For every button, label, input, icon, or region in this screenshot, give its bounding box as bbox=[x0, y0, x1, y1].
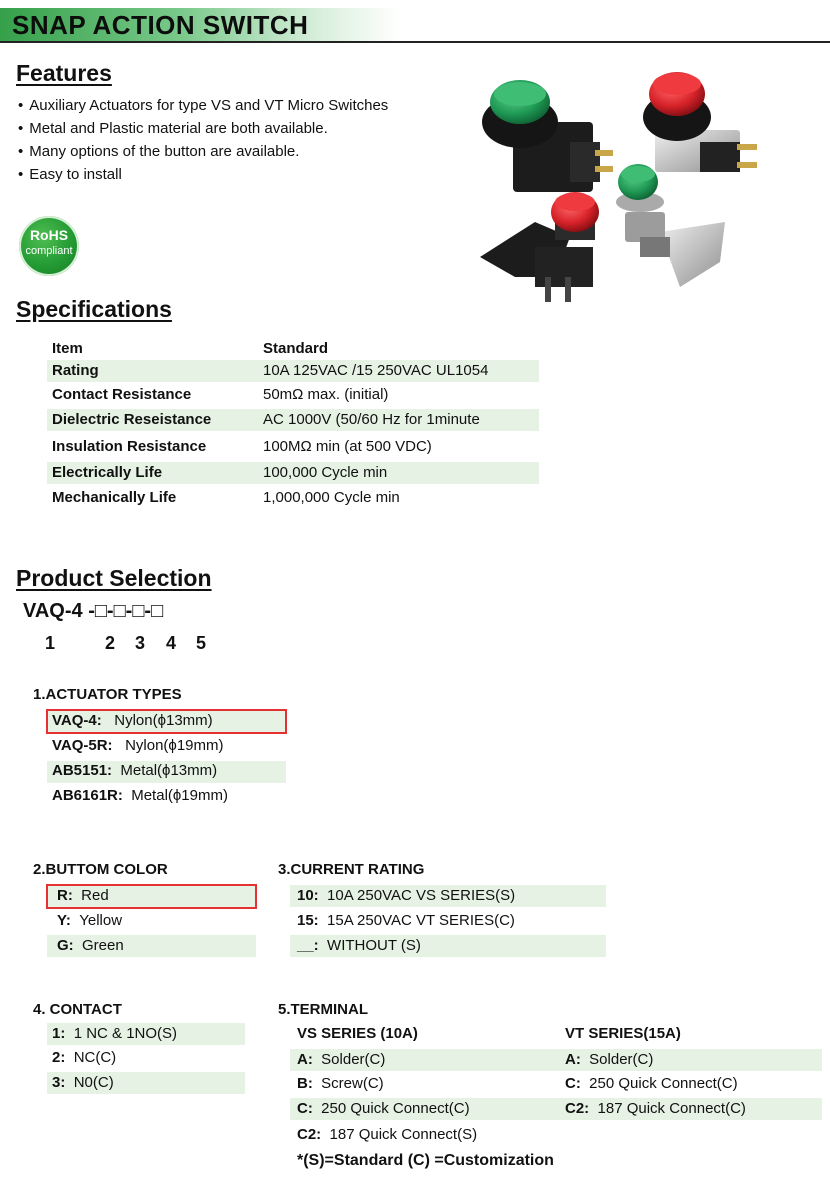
vt-terminal-option: A: Solder(C) bbox=[565, 1051, 654, 1068]
spec-row bbox=[47, 384, 539, 406]
spec-row bbox=[47, 409, 539, 431]
features-list bbox=[18, 94, 388, 186]
spec-header-row bbox=[47, 338, 539, 360]
spec-item: Electrically Life bbox=[52, 464, 163, 481]
rohs-badge bbox=[19, 216, 79, 276]
red-switch-large bbox=[643, 72, 757, 172]
vs-terminal-option: A: Solder(C) bbox=[297, 1051, 386, 1068]
actuator-option: AB5151: Metal(ϕ13mm) bbox=[52, 762, 218, 779]
feature-item: • Metal and Plastic material are both available. bbox=[18, 117, 388, 140]
color-option: R: Red bbox=[57, 887, 109, 904]
spec-row bbox=[47, 360, 539, 382]
green-switch-large bbox=[482, 80, 613, 192]
spec-item: Rating bbox=[52, 362, 99, 379]
code-position: 4 bbox=[166, 633, 177, 653]
actuator-option: VAQ-4: Nylon(ϕ13mm) bbox=[52, 712, 213, 729]
part-code: VAQ-4 -□-□-□-□ bbox=[23, 600, 164, 622]
spec-value: 50mΩ max. (initial) bbox=[263, 386, 389, 403]
feature-item: • Easy to install bbox=[18, 163, 388, 186]
vs-series-title: VS SERIES (10A) bbox=[297, 1025, 418, 1042]
current-rating-title: 3.CURRENT RATING bbox=[278, 861, 425, 878]
feature-item: • Auxiliary Actuators for type VS and VT Micro Switches bbox=[18, 94, 388, 117]
color-option: Y: Yellow bbox=[57, 912, 123, 929]
spec-item: Mechanically Life bbox=[52, 489, 177, 506]
title-underline bbox=[0, 41, 830, 43]
terminal-title: 5.TERMINAL bbox=[278, 1001, 368, 1018]
spec-header-standard: Standard bbox=[263, 340, 329, 357]
code-position: 3 bbox=[135, 633, 146, 653]
page-title: SNAP ACTION SWITCH bbox=[12, 10, 309, 40]
switch-photo bbox=[475, 62, 830, 312]
spec-row bbox=[47, 462, 539, 484]
contact-title: 4. CONTACT bbox=[33, 1001, 122, 1018]
button-color-title: 2.BUTTOM COLOR bbox=[33, 861, 168, 878]
vs-terminal-option: C2: 187 Quick Connect(S) bbox=[297, 1126, 478, 1143]
spec-item: Dielectric Reseistance bbox=[52, 411, 212, 428]
spec-item: Contact Resistance bbox=[52, 386, 192, 403]
code-position: 2 bbox=[105, 633, 116, 653]
standard-note: *(S)=Standard (C) =Customization bbox=[297, 1152, 554, 1169]
spec-value: 1,000,000 Cycle min bbox=[263, 489, 400, 506]
feature-item: • Many options of the button are available. bbox=[18, 140, 388, 163]
actuator-option: VAQ-5R: Nylon(ϕ19mm) bbox=[52, 737, 224, 754]
actuator-option: AB6161R: Metal(ϕ19mm) bbox=[52, 787, 228, 804]
product-selection-heading: Product Selection bbox=[16, 565, 212, 591]
contact-option: 1: 1 NC & 1NO(S) bbox=[52, 1025, 178, 1042]
contact-option: 2: NC(C) bbox=[52, 1049, 117, 1066]
vs-terminal-option: C: 250 Quick Connect(C) bbox=[297, 1100, 470, 1117]
vs-terminal-option: B: Screw(C) bbox=[297, 1075, 384, 1092]
rohs-label: RoHS bbox=[29, 227, 69, 243]
vt-terminal-option: C: 250 Quick Connect(C) bbox=[565, 1075, 738, 1092]
spec-header-item: Item bbox=[52, 340, 83, 357]
spec-value: 100,000 Cycle min bbox=[263, 464, 388, 481]
code-position: 5 bbox=[196, 633, 207, 653]
spec-value: 100MΩ min (at 500 VDC) bbox=[263, 438, 432, 455]
contact-option: 3: N0(C) bbox=[52, 1074, 114, 1091]
vt-series-title: VT SERIES(15A) bbox=[565, 1025, 681, 1042]
rating-option: __: WITHOUT (S) bbox=[297, 937, 421, 954]
color-option: G: Green bbox=[57, 937, 124, 954]
green-switch-small bbox=[616, 164, 725, 287]
spec-item: Insulation Resistance bbox=[52, 438, 207, 455]
specifications-heading: Specifications bbox=[16, 296, 172, 322]
spec-row bbox=[47, 436, 539, 458]
red-switch-small bbox=[480, 192, 599, 302]
title-banner bbox=[0, 8, 830, 44]
actuator-types-title: 1.ACTUATOR TYPES bbox=[33, 686, 182, 703]
rating-option: 15: 15A 250VAC VT SERIES(C) bbox=[297, 912, 515, 929]
vt-terminal-option: C2: 187 Quick Connect(C) bbox=[565, 1100, 746, 1117]
rating-option: 10: 10A 250VAC VS SERIES(S) bbox=[297, 887, 516, 904]
spec-row bbox=[47, 487, 539, 509]
spec-value: 10A 125VAC /15 250VAC UL1054 bbox=[263, 362, 489, 379]
spec-value: AC 1000V (50/60 Hz for 1minute bbox=[263, 411, 480, 428]
code-position: 1 bbox=[45, 633, 56, 653]
rohs-sub-label: compliant bbox=[25, 245, 73, 257]
features-heading: Features bbox=[16, 60, 112, 86]
